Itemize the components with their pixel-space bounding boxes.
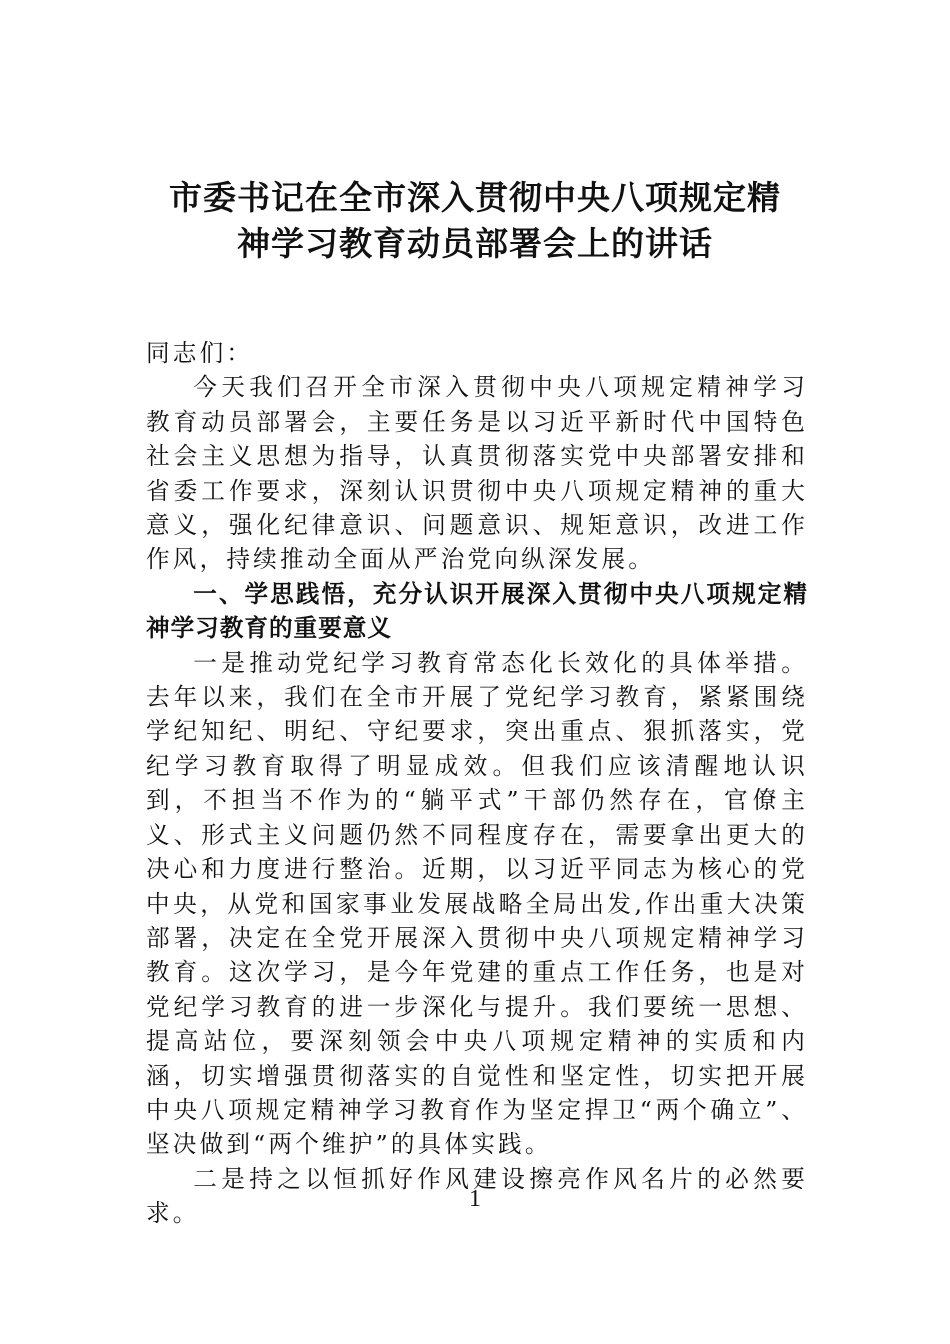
document-title-line-2: 神学习教育动员部署会上的讲话 — [237, 224, 713, 263]
body-paragraph-1: 一是推动党纪学习教育常态化长效化的具体举措。去年以来，我们在全市开展了党纪学习教育，紧紧围绕学纪知纪、明纪、守纪要求，突出重点、狠抓落实，党纪学习教育取得了明显成效。但我们应该清醒地认识到，不担当不作为的“躺平式”干部仍然存在，官僚主义、形式主义问题仍然不同程度存在，需要拿出更大的决心和力度进行整治。近期，以习近平同志为核心的党中央，从党和国家事业发展战略全局出发,作出重大决策部署，决定在全党开展深入贯彻中央八项规定精神学习教育。这次学习，是今年党建的重点工作任务，也是对党纪学习教育的进一步深化与提升。我们要统一思想、提高站位，要深刻领会中央八项规定精神的实质和内涵，切实增强贯彻落实的自觉性和坚定性，切实把开展中央八项规定精神学习教育作为坚定捍卫“两个确立”、坚决做到“两个维护”的具体实践。 — [146, 648, 808, 1159]
document-title-line-1: 市委书记在全市深入贯彻中央八项规定精 — [169, 178, 781, 217]
body-paragraph-2: 二是持之以恒抓好作风建设擦亮作风名片的必然要求。 — [146, 1164, 808, 1228]
page-number: 1 — [469, 1186, 481, 1212]
document-body — [146, 336, 808, 1231]
intro-paragraph: 今天我们召开全市深入贯彻中央八项规定精神学习教育动员部署会，主要任务是以习近平新时代中国特色社会主义思想为指导，认真贯彻落实党中央部署安排和省委工作要求，深刻认识贯彻中央八项规定精神的重大意义，强化纪律意识、问题意识、规矩意识，改进工作作风，持续推动全面从严治党向纵深发展。 — [146, 373, 808, 574]
section-heading-1: 一、学思践悟，充分认识开展深入贯彻中央八项规定精神学习教育的重要意义 — [146, 579, 808, 643]
salutation: 同志们： — [146, 339, 254, 367]
